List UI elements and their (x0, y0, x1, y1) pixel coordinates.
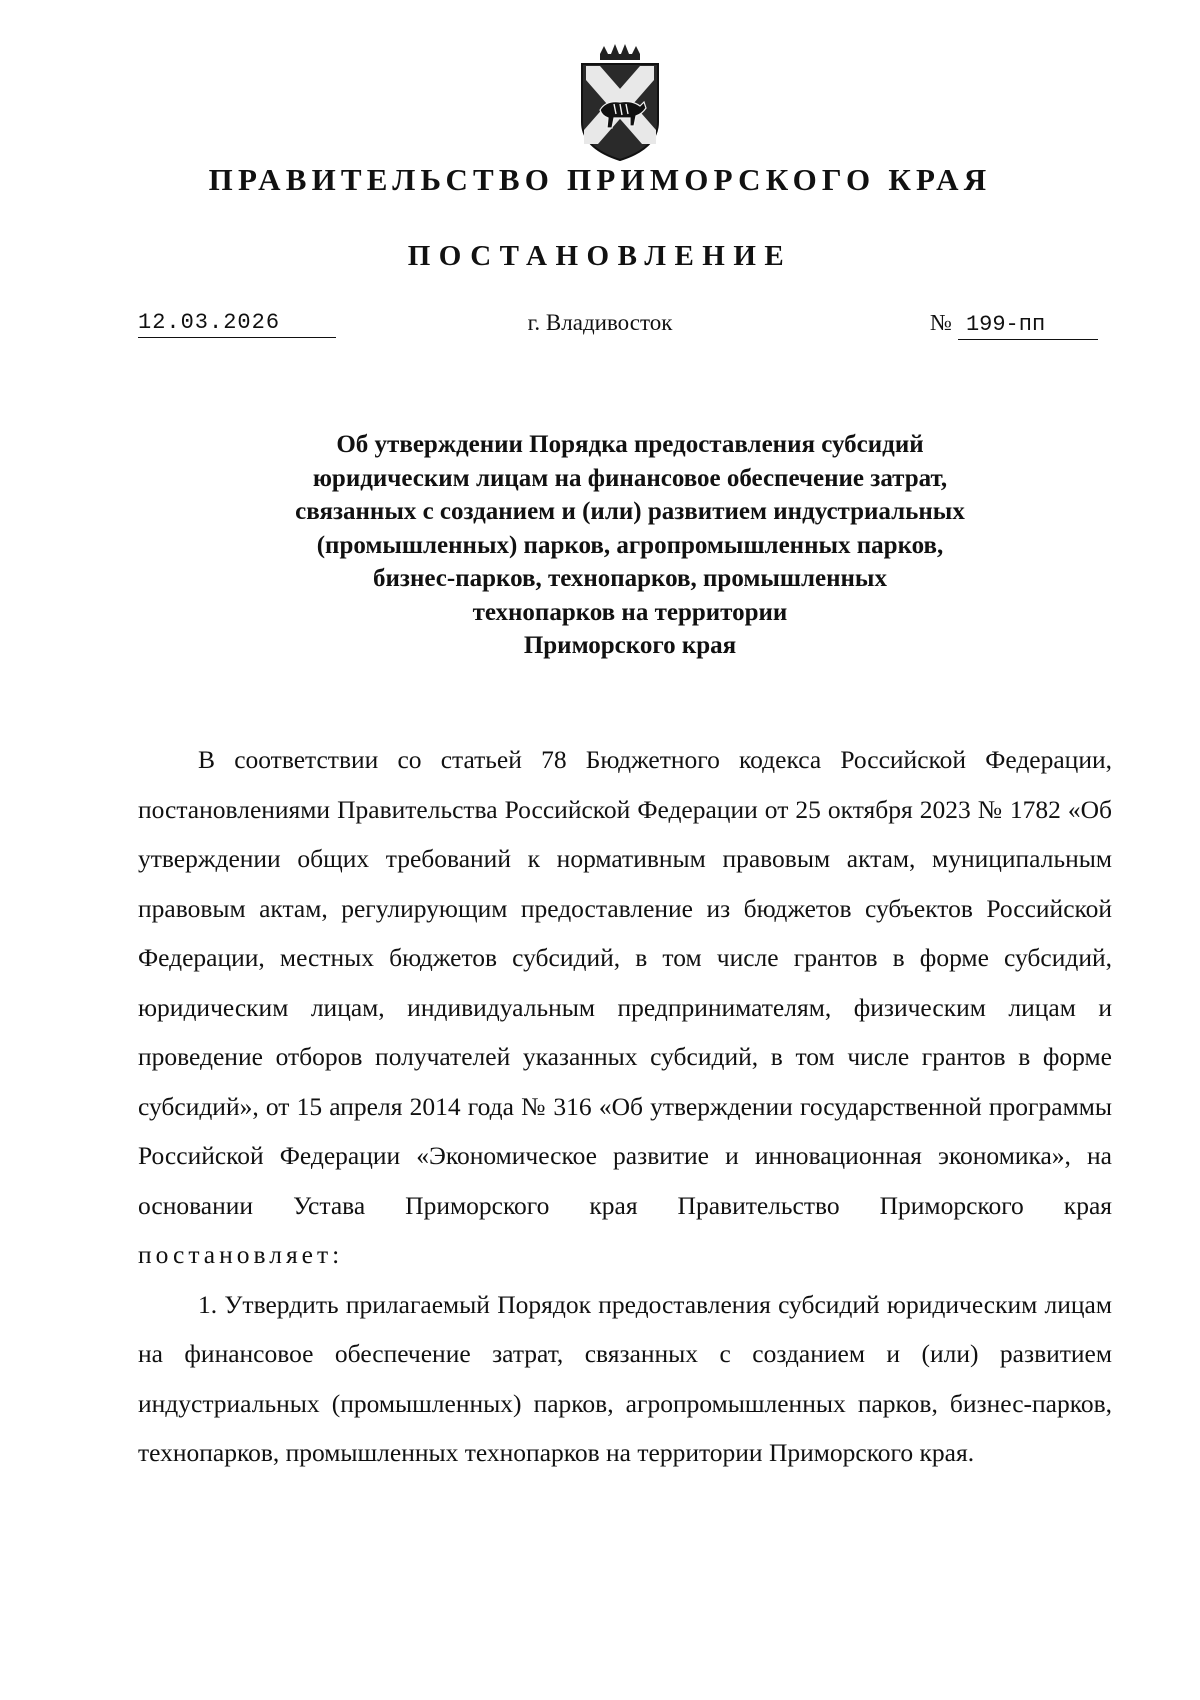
document-date: 12.03.2026 (138, 310, 336, 338)
document-body (138, 735, 1112, 1478)
heading-line: юридическим лицам на финансовое обеспечение затрат, (312, 464, 948, 492)
heading-line: Об утверждении Порядка предоставления субсидий (336, 431, 924, 458)
heading-line: технопарков на территории (472, 598, 788, 626)
heading-line: связанных с созданием и (или) развитием индустриальных (295, 498, 965, 525)
organization-title: ПРАВИТЕЛЬСТВО ПРИМОРСКОГО КРАЯ (208, 162, 992, 197)
item-1-paragraph: 1. Утвердить прилагаемый Порядок предоставления субсидий юридическим лицам на финансовое обеспечение затрат, связанных с созданием и (или) развитием индустриальных (промышленных) парков, агропромышленных парков, бизнес-парков, технопарков, промышленных технопарков на территории Приморского края. (138, 1289, 1112, 1467)
coat-of-arms-icon (570, 44, 670, 162)
number-value: 199-пп (958, 312, 1098, 340)
preamble-text: В соответствии со статьей 78 Бюджетного кодекса Российской Федерации, постановлениями Правительства Российской Федерации от 25 октября 2023 № 1782 «Об утверждении общих требований к нормативным правовым актам, муниципальным правовым актам, регулирующим предоставление из бюджетов субъектов Российской Федерации, местных бюджетов субсидий, в том числе грантов в форме субсидий, юридическим лицам, индивидуальным предпринимателям, физическим лицам и проведение отборов получателей указанных субсидий, в том числе грантов в форме субсидий», от 15 апреля 2014 года № 316 «Об утверждении государственной программы Российской Федерации «Экономическое развитие и инновационная экономика», на основании Устава Приморского края Правительство Приморского края (138, 745, 1112, 1220)
document-heading (150, 428, 1110, 663)
resolves-word: постановляет: (138, 1240, 344, 1269)
document-city: г. Владивосток (527, 310, 673, 335)
heading-line: Приморского края (523, 632, 737, 659)
heading-line: (промышленных) парков, агропромышленных парков, (316, 531, 944, 559)
document-type: ПОСТАНОВЛЕНИЕ (407, 240, 793, 272)
document-number (930, 310, 1112, 340)
number-sign: № (930, 310, 952, 335)
heading-line: бизнес-парков, технопарков, промышленных (373, 565, 887, 592)
document-meta (0, 310, 1200, 346)
preamble-paragraph (138, 735, 1112, 1280)
